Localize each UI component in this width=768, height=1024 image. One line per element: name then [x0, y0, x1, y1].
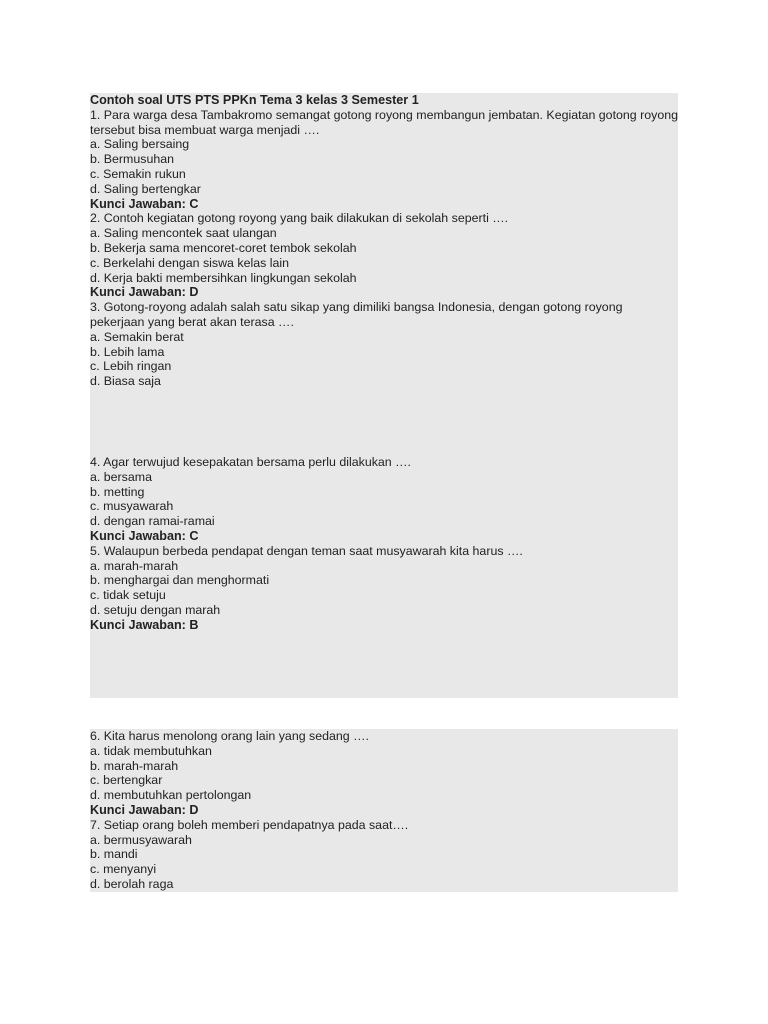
question-1-answer: Kunci Jawaban: C — [90, 196, 199, 211]
question-7-option-b: b. mandi — [90, 847, 138, 862]
question-2-answer: Kunci Jawaban: D — [90, 285, 199, 300]
question-2-option-b: b. Bekerja sama mencoret-coret tembok sekolah — [90, 240, 357, 255]
question-4-option-c: c. musyawarah — [90, 499, 174, 514]
question-7-option-a: a. bermusyawarah — [90, 832, 192, 847]
question-5-answer: Kunci Jawaban: B — [90, 617, 199, 632]
question-6-text: 6. Kita harus menolong orang lain yang sedang …. — [90, 729, 369, 743]
question-6-option-b: b. marah-marah — [90, 758, 179, 773]
question-4-option-d: d. dengan ramai-ramai — [90, 514, 215, 529]
blank-space — [90, 389, 678, 455]
question-1-option-d: d. Saling bertengkar — [90, 181, 201, 196]
question-1-option-a: a. Saling bersaing — [90, 137, 190, 152]
question-3-option-c: c. Lebih ringan — [90, 359, 172, 374]
question-5-text: 5. Walaupun berbeda pendapat dengan teman saat musyawarah kita harus …. — [90, 543, 523, 558]
content-block-1 — [90, 93, 678, 698]
question-7-option-c: c. menyanyi — [90, 862, 157, 877]
document-title: Contoh soal UTS PTS PPKn Tema 3 kelas 3 Semester 1 — [90, 93, 419, 107]
question-5-option-d: d. setuju dengan marah — [90, 602, 221, 617]
question-2-option-c: c. Berkelahi dengan siswa kelas lain — [90, 255, 290, 270]
question-4-answer: Kunci Jawaban: C — [90, 528, 199, 543]
question-1-text: 1. Para warga desa Tambakromo semangat gotong royong membangun jembatan. Kegiatan gotong royong tersebut bisa membuat warga menjadi …. — [90, 107, 679, 137]
question-5-option-c: c. tidak setuju — [90, 588, 166, 603]
question-3-text: 3. Gotong-royong adalah salah satu sikap yang dimiliki bangsa Indonesia, dengan gotong royong pekerjaan yang berat akan terasa …. — [90, 300, 623, 329]
question-6-answer: Kunci Jawaban: D — [90, 802, 199, 817]
question-4-option-a: a. bersama — [90, 469, 152, 484]
question-6-option-d: d. membutuhkan pertolongan — [90, 788, 252, 803]
question-6-option-a: a. tidak membutuhkan — [90, 743, 212, 758]
question-7-option-d: d. berolah raga — [90, 876, 174, 891]
question-4-option-b: b. metting — [90, 484, 145, 499]
question-2-option-d: d. Kerja bakti membersihkan lingkungan sekolah — [90, 270, 357, 285]
question-7-text: 7. Setiap orang boleh memberi pendapatnya pada saat…. — [90, 817, 409, 832]
question-3-option-a: a. Semakin berat — [90, 329, 184, 344]
question-3-option-b: b. Lebih lama — [90, 344, 165, 359]
question-1-option-c: c. Semakin rukun — [90, 166, 186, 181]
question-2-option-a: a. Saling mencontek saat ulangan — [90, 226, 277, 241]
question-4-text: 4. Agar terwujud kesepakatan bersama perlu dilakukan …. — [90, 454, 411, 469]
question-6-option-c: c. bertengkar — [90, 773, 163, 788]
content-block-2 — [90, 729, 678, 892]
question-5-option-a: a. marah-marah — [90, 558, 179, 573]
question-2-text: 2. Contoh kegiatan gotong royong yang baik dilakukan di sekolah seperti …. — [90, 211, 509, 226]
question-1-option-b: b. Bermusuhan — [90, 152, 175, 167]
question-3-option-d: d. Biasa saja — [90, 374, 161, 389]
question-5-option-b: b. menghargai dan menghormati — [90, 573, 270, 588]
